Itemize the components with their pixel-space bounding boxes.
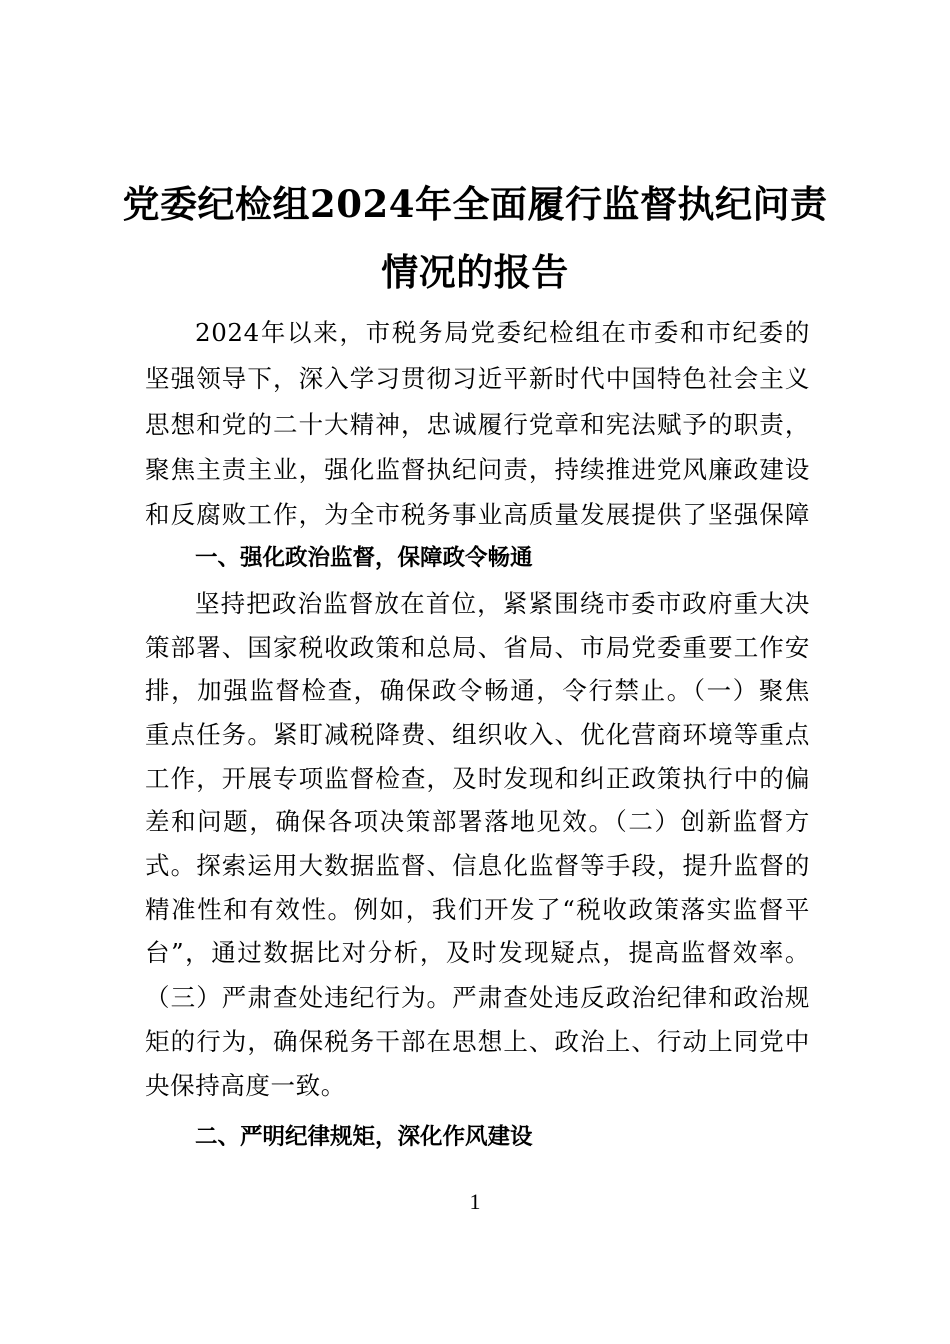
section-1-line-8: 精准性和有效性。例如，我们开发了“税收政策落实监督平 xyxy=(145,895,810,924)
section-2-heading: 二、严明纪律规矩，深化作风建设 xyxy=(195,1124,533,1150)
intro-line-5: 和反腐败工作，为全市税务事业高质量发展提供了坚强保障 xyxy=(145,500,810,529)
section-1-heading: 一、强化政治监督，保障政令畅通 xyxy=(195,545,533,571)
section-1-line-7: 式。探索运用大数据监督、信息化监督等手段，提升监督的 xyxy=(145,851,810,880)
section-1-line-12: 央保持高度一致。 xyxy=(145,1071,346,1100)
section-1-line-5: 工作，开展专项监督检查，及时发现和纠正政策执行中的偏 xyxy=(145,764,810,793)
section-1-line-4: 重点任务。紧盯减税降费、组织收入、优化营商环境等重点 xyxy=(145,720,810,749)
document-title-line-1: 党委纪检组2024年全面履行监督执纪问责 xyxy=(122,182,828,226)
section-1-line-3: 排，加强监督检查，确保政令畅通，令行禁止。（一）聚焦 xyxy=(145,676,810,705)
intro-line-4: 聚焦主责主业，强化监督执纪问责，持续推进党风廉政建设 xyxy=(145,455,810,484)
intro-line-2: 坚强领导下，深入学习贯彻习近平新时代中国特色社会主义 xyxy=(145,364,810,393)
section-1-line-2: 策部署、国家税收政策和总局、省局、市局党委重要工作安 xyxy=(145,633,810,662)
section-1-line-1: 坚持把政治监督放在首位，紧紧围绕市委市政府重大决 xyxy=(195,589,810,618)
section-1-line-10: （三）严肃查处违纪行为。严肃查处违反政治纪律和政治规 xyxy=(145,983,810,1012)
intro-line-1: 2024年以来，市税务局党委纪检组在市委和市纪委的 xyxy=(195,318,810,347)
document-title-line-2: 情况的报告 xyxy=(381,250,569,294)
section-1-line-11: 矩的行为，确保税务干部在思想上、政治上、行动上同党中 xyxy=(145,1027,810,1056)
section-1-line-6: 差和问题，确保各项决策部署落地见效。（二）创新监督方 xyxy=(145,807,810,836)
intro-line-3: 思想和党的二十大精神，忠诚履行党章和宪法赋予的职责， xyxy=(145,410,810,439)
section-1-line-9: 台”，通过数据比对分析，及时发现疑点，提高监督效率。 xyxy=(145,938,810,967)
page-number: 1 xyxy=(469,1189,481,1214)
